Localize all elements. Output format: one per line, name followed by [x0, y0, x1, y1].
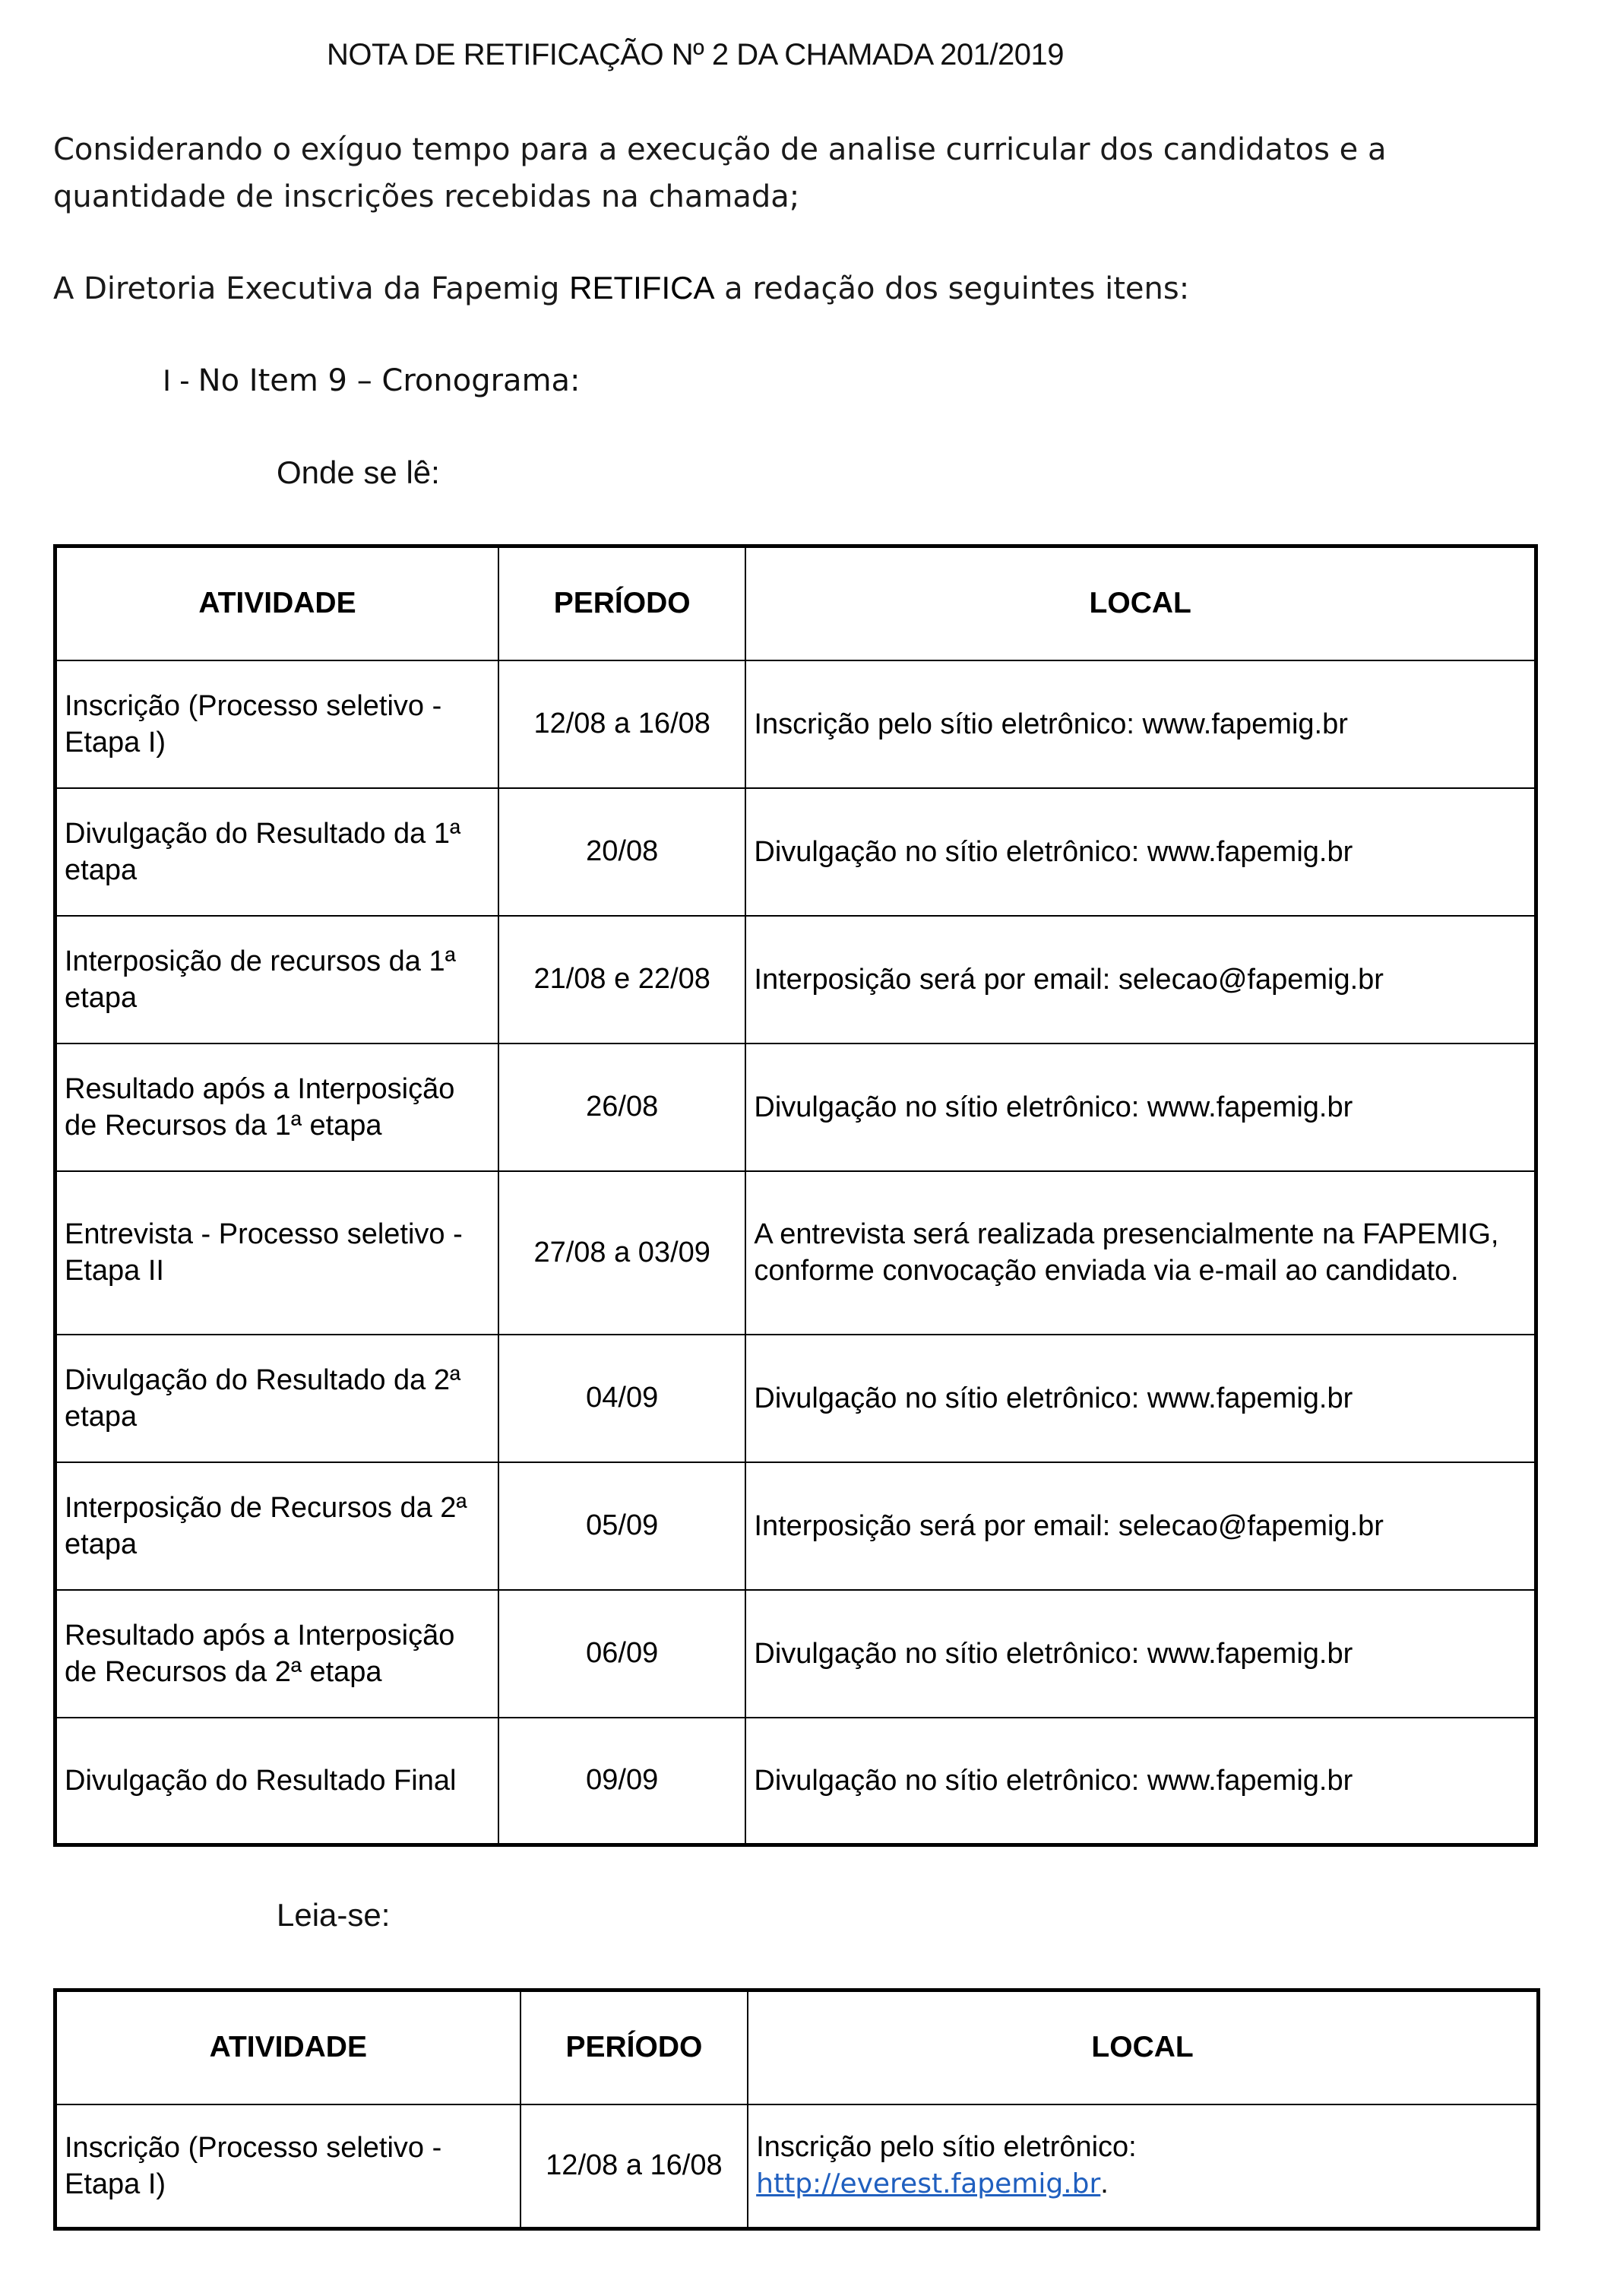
cell-atividade: Inscrição (Processo seletivo - Etapa I) — [55, 660, 498, 788]
link-suffix: . — [1100, 2168, 1109, 2200]
table-row — [55, 1335, 1536, 1462]
table-row — [55, 1718, 1536, 1845]
directive-text-before: A Diretoria Executiva da Fapemig — [53, 271, 570, 306]
cell-local: Interposição será por email: selecao@fapemig.br — [745, 1462, 1536, 1590]
everest-link[interactable]: http://everest.fapemig.br — [756, 2168, 1101, 2200]
cell-periodo: 21/08 e 22/08 — [498, 916, 745, 1043]
cell-periodo: 04/09 — [498, 1335, 745, 1462]
item-roman-numeral: I - — [163, 364, 198, 397]
cell-local: Divulgação no sítio eletrônico: www.fapemig.br — [745, 1718, 1536, 1845]
item-text: No Item 9 – Cronograma: — [198, 363, 581, 398]
cell-periodo: 09/09 — [498, 1718, 745, 1845]
header-periodo: PERÍODO — [520, 1990, 748, 2104]
cell-periodo: 26/08 — [498, 1043, 745, 1171]
cell-periodo: 12/08 a 16/08 — [498, 660, 745, 788]
document-title: NOTA DE RETIFICAÇÃO Nº 2 DA CHAMADA 201/2019 — [327, 38, 1064, 71]
header-periodo: PERÍODO — [498, 546, 745, 660]
cell-local: Divulgação no sítio eletrônico: www.fapemig.br — [745, 1590, 1536, 1718]
corrected-schedule-table — [53, 1988, 1540, 2231]
directive-paragraph — [53, 264, 1542, 312]
cell-atividade: Interposição de Recursos da 2ª etapa — [55, 1462, 498, 1590]
retifica-keyword: RETIFICA — [569, 270, 715, 306]
header-local: LOCAL — [745, 546, 1536, 660]
leia-se-label: Leia-se: — [277, 1897, 391, 1933]
cell-atividade: Interposição de recursos da 1ª etapa — [55, 916, 498, 1043]
intro-line-2: quantidade de inscrições recebidas na chamada; — [53, 179, 800, 214]
cell-periodo: 27/08 a 03/09 — [498, 1171, 745, 1335]
cell-periodo: 20/08 — [498, 788, 745, 916]
cell-periodo: 12/08 a 16/08 — [520, 2104, 748, 2229]
cell-atividade: Entrevista - Processo seletivo - Etapa II — [55, 1171, 498, 1335]
table-row — [55, 916, 1536, 1043]
header-local: LOCAL — [748, 1990, 1538, 2104]
header-atividade: ATIVIDADE — [55, 1990, 520, 2104]
cell-atividade: Inscrição (Processo seletivo - Etapa I) — [55, 2104, 520, 2229]
table-row — [55, 660, 1536, 788]
cell-periodo: 06/09 — [498, 1590, 745, 1718]
header-atividade: ATIVIDADE — [55, 546, 498, 660]
cell-local: Divulgação no sítio eletrônico: www.fapemig.br — [745, 1043, 1536, 1171]
original-schedule-table — [53, 544, 1538, 1847]
cell-atividade: Resultado após a Interposição de Recursos da 2ª etapa — [55, 1590, 498, 1718]
cell-local — [748, 2104, 1538, 2229]
cell-atividade: Divulgação do Resultado da 1ª etapa — [55, 788, 498, 916]
onde-se-le-label: Onde se lê: — [277, 454, 440, 490]
table-row — [55, 1590, 1536, 1718]
table-row — [55, 1462, 1536, 1590]
item-heading — [163, 357, 581, 404]
table-row — [55, 2104, 1539, 2229]
table-row — [55, 1171, 1536, 1335]
cell-atividade: Resultado após a Interposição de Recursos da 1ª etapa — [55, 1043, 498, 1171]
cell-local: Divulgação no sítio eletrônico: www.fapemig.br — [745, 1335, 1536, 1462]
intro-paragraph — [53, 126, 1542, 220]
cell-local: Divulgação no sítio eletrônico: www.fapemig.br — [745, 788, 1536, 916]
cell-local: Inscrição pelo sítio eletrônico: www.fapemig.br — [745, 660, 1536, 788]
cell-atividade: Divulgação do Resultado da 2ª etapa — [55, 1335, 498, 1462]
local-link-line — [756, 2165, 1529, 2203]
intro-line-1: Considerando o exíguo tempo para a execução de analise curricular dos candidatos e a — [53, 132, 1387, 167]
directive-text-after: a redação dos seguintes itens: — [714, 271, 1190, 306]
table-header-row — [55, 1990, 1539, 2104]
table-row — [55, 1043, 1536, 1171]
cell-local: Interposição será por email: selecao@fapemig.br — [745, 916, 1536, 1043]
table-header-row — [55, 546, 1536, 660]
cell-atividade: Divulgação do Resultado Final — [55, 1718, 498, 1845]
local-text: Inscrição pelo sítio eletrônico: — [756, 2131, 1137, 2164]
table-row — [55, 788, 1536, 916]
cell-periodo: 05/09 — [498, 1462, 745, 1590]
cell-local: A entrevista será realizada presencialmente na FAPEMIG, conforme convocação enviada via e-mail ao candidato. — [745, 1171, 1536, 1335]
